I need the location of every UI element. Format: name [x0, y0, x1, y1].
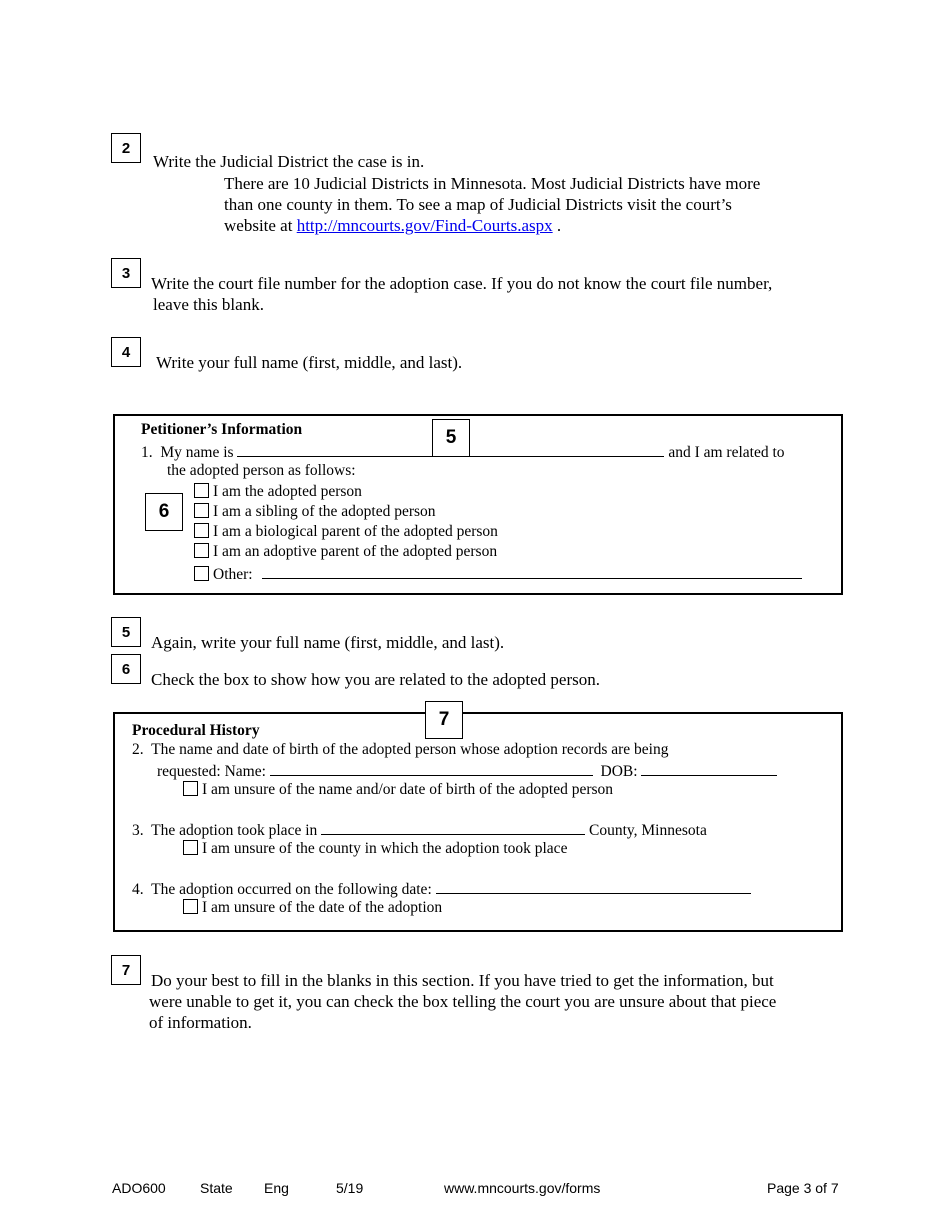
relation-sibling-checkbox[interactable] — [194, 503, 209, 518]
relation-biological-parent-label: I am a biological parent of the adopted person — [213, 523, 498, 540]
step-5-marker: 5 — [111, 617, 141, 647]
step-5-line-1: Again, write your full name (first, middle, and last). — [151, 633, 505, 652]
relation-intro: the adopted person as follows: — [167, 462, 356, 479]
question-3-unsure-row — [183, 839, 567, 859]
relation-adopted-person-label: I am the adopted person — [213, 483, 362, 500]
callout-7-history: 7 — [425, 701, 463, 739]
step-4-marker: 4 — [111, 337, 141, 367]
question-2-text: The name and date of birth of the adopted person whose adoption records are being — [151, 741, 669, 758]
step-3-marker: 3 — [111, 258, 141, 288]
relation-option-adopted-person — [194, 482, 362, 502]
step-2-body-line-3 — [224, 215, 561, 236]
relation-other-checkbox[interactable] — [194, 566, 209, 581]
relation-adoptive-parent-label: I am an adoptive parent of the adopted person — [213, 543, 498, 560]
petitioner-heading: Petitioner’s Information — [141, 421, 303, 438]
relation-option-sibling — [194, 502, 436, 522]
callout-6-relation: 6 — [145, 493, 183, 531]
relation-label: and I am related to — [668, 444, 785, 461]
question-4-line-1 — [132, 878, 751, 900]
history-heading: Procedural History — [132, 722, 260, 739]
relation-biological-parent-checkbox[interactable] — [194, 523, 209, 538]
footer-form-id: ADO600 — [112, 1180, 166, 1196]
step-7-line-3: of information. — [149, 1013, 252, 1032]
unsure-date-checkbox[interactable] — [183, 899, 198, 914]
step-2-body-line-1: There are 10 Judicial Districts in Minnesota. Most Judicial Districts have more — [224, 174, 761, 193]
adopted-person-name-field[interactable] — [270, 760, 593, 776]
question-2-number: 2. — [132, 741, 144, 758]
footer-page-number: Page 3 of 7 — [767, 1180, 839, 1196]
unsure-date-label: I am unsure of the date of the adoption — [202, 899, 443, 916]
question-2-line-1 — [132, 740, 668, 760]
step-7-line-1: Do your best to fill in the blanks in this section. If you have tried to get the information, but — [151, 971, 774, 990]
dob-label: DOB: — [600, 763, 638, 780]
relation-adoptive-parent-checkbox[interactable] — [194, 543, 209, 558]
question-2-unsure-row — [183, 780, 613, 800]
item-1-number: 1. — [141, 444, 153, 461]
find-courts-link[interactable]: http://mncourts.gov/Find-Courts.aspx — [296, 216, 553, 235]
step-3-line-2: leave this blank. — [153, 295, 264, 314]
question-3-number: 3. — [132, 822, 144, 839]
relation-option-adoptive-parent — [194, 542, 497, 562]
step-6-marker: 6 — [111, 654, 141, 684]
relation-adopted-person-checkbox[interactable] — [194, 483, 209, 498]
relation-option-biological-parent — [194, 522, 498, 542]
adoption-county-field[interactable] — [321, 819, 585, 835]
adopted-person-dob-field[interactable] — [641, 760, 777, 776]
footer-revision: 5/19 — [336, 1180, 364, 1196]
name-label: My name is — [160, 444, 234, 461]
relation-sibling-label: I am a sibling of the adopted person — [213, 503, 436, 520]
relation-option-other — [194, 563, 802, 585]
footer-website: www.mncourts.gov/forms — [444, 1180, 601, 1196]
step-6-line-1: Check the box to show how you are related to the adopted person. — [151, 670, 600, 689]
question-3-line-1 — [132, 819, 707, 841]
relation-other-label: Other: — [213, 566, 253, 583]
relation-other-field[interactable] — [262, 563, 802, 579]
step-3-line-1: Write the court file number for the adoption case. If you do not know the court file number, — [151, 274, 773, 293]
unsure-county-label: I am unsure of the county in which the adoption took place — [202, 840, 568, 857]
question-4-number: 4. — [132, 881, 144, 898]
question-4-text: The adoption occurred on the following date: — [151, 881, 432, 898]
step-4-line-1: Write your full name (first, middle, and last). — [156, 353, 463, 372]
step-2-body-line-2: than one county in them. To see a map of Judicial Districts visit the court’s — [224, 195, 732, 214]
step-2-body-prefix: website at — [224, 216, 293, 235]
step-7-marker: 7 — [111, 955, 141, 985]
footer-state: State — [200, 1180, 233, 1196]
step-2-marker: 2 — [111, 133, 141, 163]
question-3-text: The adoption took place in — [151, 822, 318, 839]
adopted-name-label: requested: Name: — [157, 763, 266, 780]
unsure-name-dob-label: I am unsure of the name and/or date of birth of the adopted person — [202, 781, 614, 798]
adoption-date-field[interactable] — [436, 878, 751, 894]
unsure-county-checkbox[interactable] — [183, 840, 198, 855]
question-4-unsure-row — [183, 898, 442, 918]
unsure-name-dob-checkbox[interactable] — [183, 781, 198, 796]
step-2-body-suffix: . — [556, 216, 562, 235]
step-2-title: Write the Judicial District the case is in. — [153, 152, 425, 171]
question-2-line-2 — [157, 760, 777, 782]
step-7-line-2: were unable to get it, you can check the box telling the court you are unsure about that piece — [149, 992, 777, 1011]
county-suffix: County, Minnesota — [589, 822, 707, 839]
footer-language: Eng — [264, 1180, 289, 1196]
callout-5-name: 5 — [432, 419, 470, 457]
